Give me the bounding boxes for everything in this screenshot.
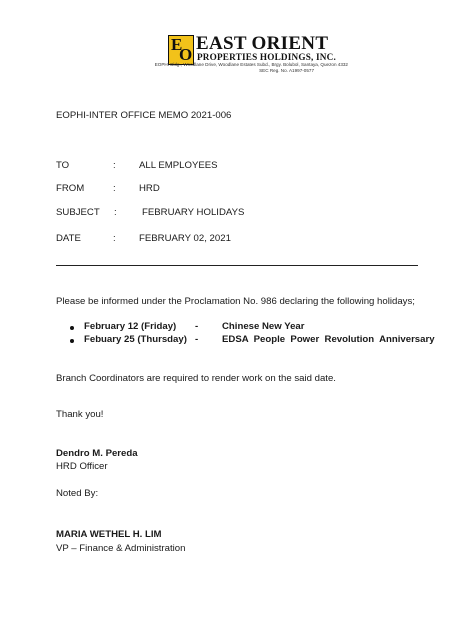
signatory-name: Dendro M. Pereda (56, 448, 138, 459)
field-date-value: FEBRUARY 02, 2021 (139, 233, 231, 244)
bullet-icon (70, 339, 74, 343)
field-date-colon: : (113, 233, 116, 244)
holiday-2-name: EDSA People Power Revolution Anniversary (222, 334, 435, 345)
field-subject-value: FEBRUARY HOLIDAYS (142, 207, 245, 218)
closing-thanks: Thank you! (56, 409, 104, 420)
bullet-icon (70, 326, 74, 330)
field-subject-colon: : (114, 207, 117, 218)
holiday-2-dash: - (195, 334, 199, 345)
company-subtitle: PROPERTIES HOLDINGS, INC. (197, 52, 336, 62)
holiday-2-date: Febuary 25 (Thursday) (84, 334, 187, 345)
letterhead (154, 33, 348, 93)
noter-name: MARIA WETHEL H. LIM (56, 529, 162, 540)
holiday-1-name: Chinese New Year (222, 321, 305, 332)
field-from-label: FROM (56, 183, 85, 194)
company-logo (168, 35, 194, 65)
coordinator-note: Branch Coordinators are required to render work on the said date. (56, 373, 336, 384)
company-address: EOPHI Bldg., Woodlane Drive, Woodlane Estates Subd., Brgy. Bolubol, Santaya, Quezon 4332 (154, 62, 348, 67)
memo-number: EOPHI-INTER OFFICE MEMO 2021-006 (56, 110, 232, 121)
header-divider (56, 265, 418, 266)
holiday-1-date: February 12 (Friday) (84, 321, 177, 332)
signatory-title: HRD Officer (56, 461, 108, 472)
logo-letter-o: O (179, 45, 193, 64)
noter-title: VP – Finance & Administration (56, 543, 186, 554)
field-subject-label: SUBJECT (56, 207, 100, 218)
intro-paragraph: Please be informed under the Proclamation No. 986 declaring the following holidays; (56, 296, 415, 307)
holiday-1-dash: - (195, 321, 199, 332)
field-date-label: DATE (56, 233, 81, 244)
field-from-colon: : (113, 183, 116, 194)
field-from-value: HRD (139, 183, 160, 194)
logo-letter-e: E (171, 35, 183, 54)
field-to-value: ALL EMPLOYEES (139, 160, 218, 171)
noted-by-label: Noted By: (56, 488, 99, 499)
company-sec-registration: SEC Reg. No. A1997-0577 (259, 68, 314, 73)
company-name: EAST ORIENT (196, 33, 329, 54)
field-to-label: TO (56, 160, 70, 171)
field-to-colon: : (113, 160, 116, 171)
